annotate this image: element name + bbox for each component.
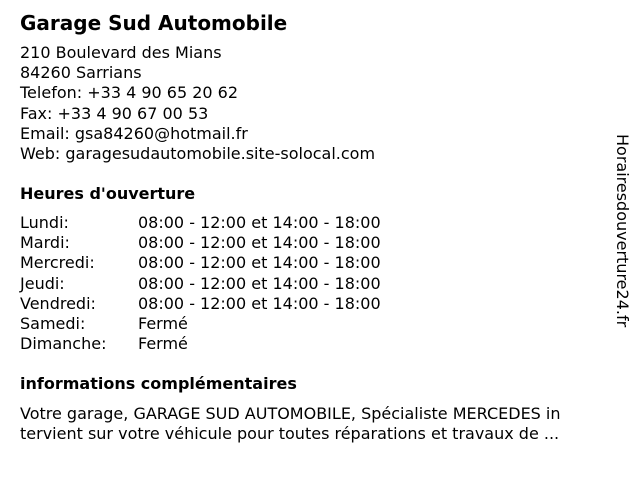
day-hours: Fermé bbox=[138, 334, 188, 354]
day-label: Jeudi: bbox=[20, 273, 65, 293]
info-heading: informations complémentaires bbox=[20, 374, 297, 393]
phone-number: Telefon: +33 4 90 65 20 62 bbox=[20, 83, 239, 103]
hours-row-friday bbox=[20, 294, 440, 314]
business-description bbox=[20, 404, 620, 444]
fax-number: Fax: +33 4 90 67 00 53 bbox=[20, 103, 209, 123]
day-label: Vendredi: bbox=[20, 293, 96, 313]
day-hours: Fermé bbox=[138, 313, 188, 333]
business-name: Garage Sud Automobile bbox=[20, 11, 288, 35]
email-address: Email: gsa84260@hotmail.fr bbox=[20, 123, 248, 143]
day-label: Mardi: bbox=[20, 233, 70, 253]
contact-block bbox=[20, 43, 375, 164]
description-line-1: Votre garage, GARAGE SUD AUTOMOBILE, Spécialiste MERCEDES in bbox=[20, 404, 561, 423]
hours-row-sunday bbox=[20, 334, 440, 354]
day-label: Mercredi: bbox=[20, 253, 95, 273]
day-hours: 08:00 - 12:00 et 14:00 - 18:00 bbox=[138, 293, 381, 313]
day-label: Dimanche: bbox=[20, 334, 107, 354]
hours-table bbox=[20, 213, 440, 354]
hours-row-tuesday bbox=[20, 233, 440, 253]
day-label: Lundi: bbox=[20, 213, 69, 232]
hours-heading: Heures d'ouverture bbox=[20, 184, 196, 203]
day-hours: 08:00 - 12:00 et 14:00 - 18:00 bbox=[138, 253, 381, 273]
day-hours: 08:00 - 12:00 et 14:00 - 18:00 bbox=[138, 233, 381, 253]
description-line-2: tervient sur votre véhicule pour toutes réparations et travaux de ... bbox=[20, 424, 560, 443]
hours-row-wednesday bbox=[20, 253, 440, 273]
day-label: Samedi: bbox=[20, 313, 86, 333]
day-hours: 08:00 - 12:00 et 14:00 - 18:00 bbox=[138, 213, 381, 232]
address-city: 84260 Sarrians bbox=[20, 63, 142, 83]
day-hours: 08:00 - 12:00 et 14:00 - 18:00 bbox=[138, 273, 381, 293]
site-watermark: Horairesdouverture24.fr bbox=[613, 134, 632, 328]
address-street: 210 Boulevard des Mians bbox=[20, 43, 222, 62]
hours-row-monday bbox=[20, 213, 440, 233]
hours-row-thursday bbox=[20, 274, 440, 294]
hours-row-saturday bbox=[20, 314, 440, 334]
website: Web: garagesudautomobile.site-solocal.com bbox=[20, 143, 376, 163]
